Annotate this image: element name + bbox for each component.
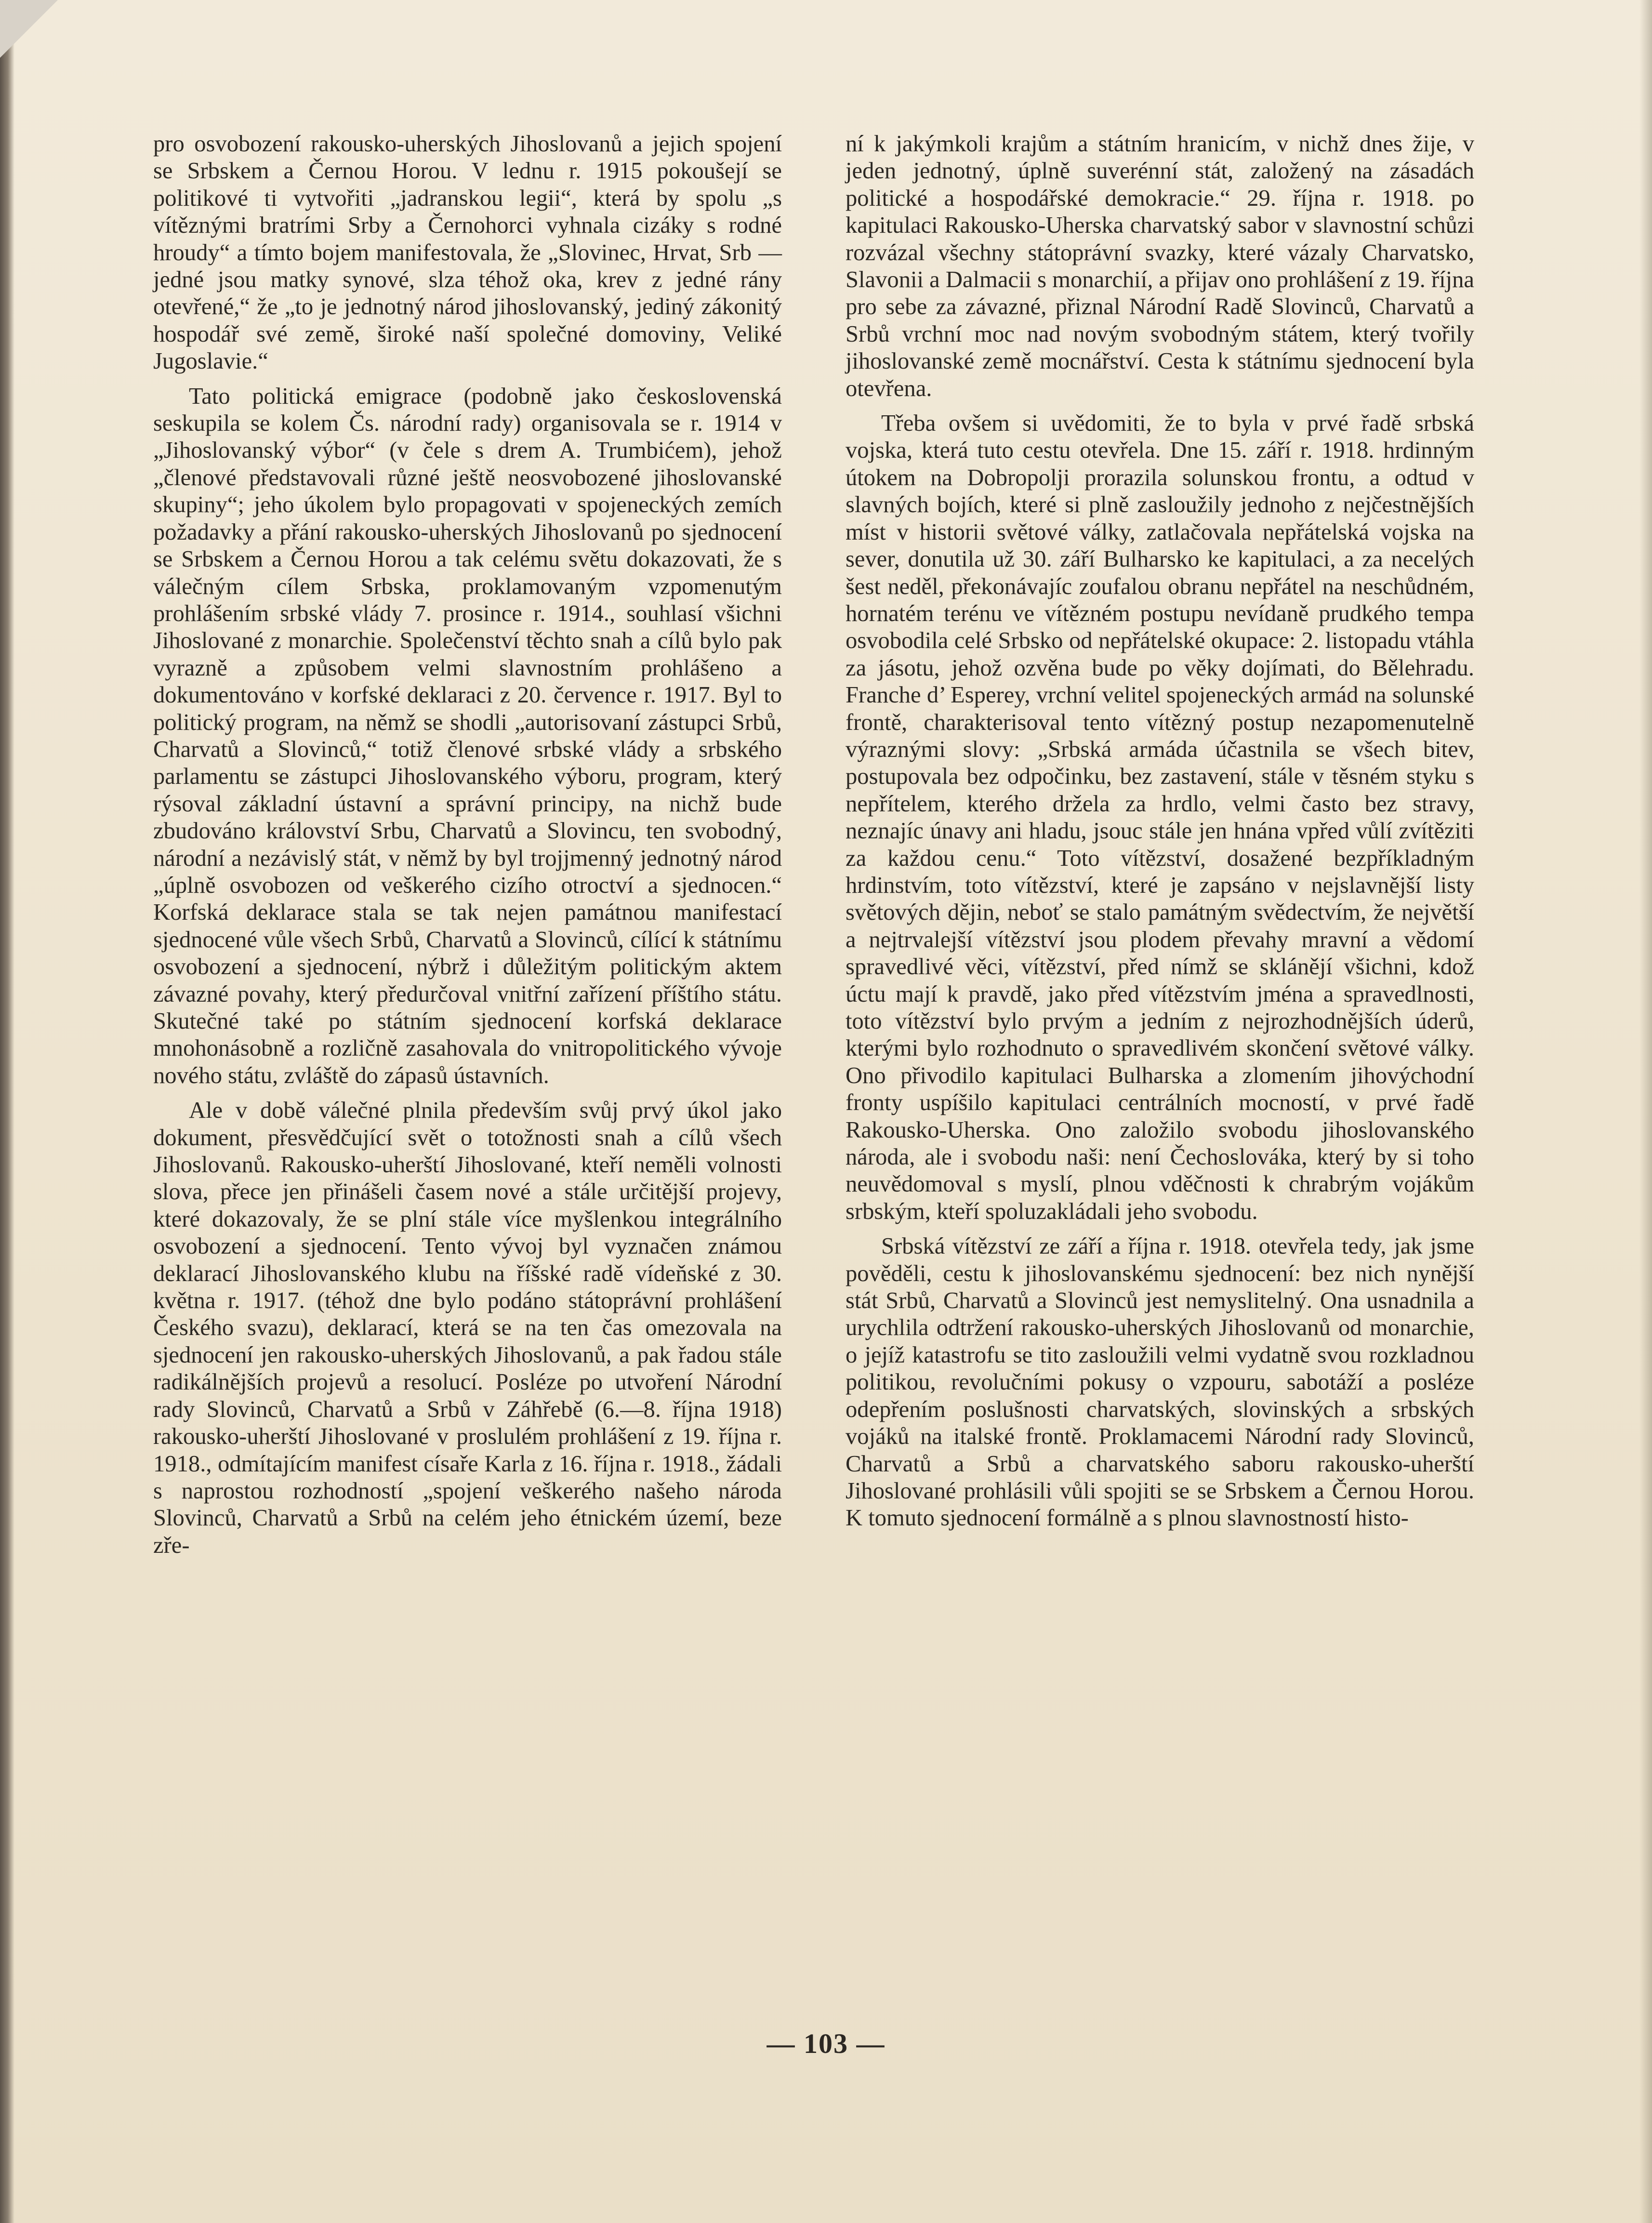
paragraph: Třeba ovšem si uvědomiti, že to byla v prvé řadě srbská vojska, která tuto cestu otevřela. Dne 15. září r. 1918. hrdinným útokem na Dobropolji prorazila solunskou frontu, a odtud v slavných bojích, které si plně zasloužily jednoho z nejčestnějších míst v historii světové války, zatlačovala nepřátelská vojska na sever, donutila už 30. září Bulharsko ke kapitulaci, a za necelých šest neděl, překonávajíc zoufalou obranu nepřátel na neschůdném, hornatém terénu ve vítězném postupu nevídaně prudkého tempa osvobodila celé Srbsko od nepřátelské okupace: 2. listopadu vtáhla za jásotu, jehož ozvěna bude po věky dojímati, do Bělehradu. Franche d’ Esperey, vrchní velitel spojeneckých armád na solunské frontě, charakterisoval tento vítězný postup nezapomenutelně výraznými slovy: „Srbská armáda účastnila se všech bitev, postupovala bez odpočinku, bez zastavení, stále v těsném styku s nepřítelem, kterého držela za hrdlo, velmi často bez stravy, neznajíc únavy ani hladu, jsouc stále jen hnána vpřed vůlí zvítěziti za každou cenu.“ Toto vítězství, dosažené bezpříkladným hrdinstvím, toto vítězství, které je zapsáno v nejslavnější listy světových dějin, neboť se stalo památným svědectvím, že největší a nejtrvalejší vítězství jsou plodem převahy mravní a vědomí spravedlivé věci, vítězství, před nímž se sklánějí všichni, kdož úctu mají k pravdě, jako před vítězstvím jména a spravedlnosti, toto vítězství bylo prvým a jedním z nejrozhodnějších úderů, kterými bylo rozhodnuto o spravedlivém skončení světové války. Ono přivodilo kapitulaci Bulharska a zlomením jihovýchodní fronty uspíšilo kapitulaci centrálních mocností, v prvé řadě Rakousko-Uherska. Ono založilo svobodu jihoslovanského národa, ale i svobodu naši: není Čechoslováka, který by si toho neuvědomoval s myslí, plnou vděčnosti k chrabrým vojákům srbským, kteří spoluzakládali jeho svobodu. bbox=[846, 410, 1474, 1224]
paragraph: pro osvobození rakousko-uherských Jihoslovanů a jejich spojení se Srbskem a Černou Horou. V lednu r. 1915 pokoušejí se politikové ti vytvořiti „jadranskou legii“, která by spolu „s vítěznými bratrími Srby a Černohorci vyhnala cizáky s rodné hroudy“ a tímto bojem manifestovala, že „Slovinec, Hrvat, Srb — jedné jsou matky synové, slza téhož oka, krev z jedné rány otevřené,“ že „to je jednotný národ jihoslovanský, jediný zákonitý hospodář své země, široké naší společné domoviny, Veliké Jugoslavie.“ bbox=[153, 131, 782, 374]
paragraph: ní k jakýmkoli krajům a státním hranicím, v nichž dnes žije, v jeden jednotný, úplně suverénní stát, založený na zásadách politické a hospodářské demokracie.“ 29. října r. 1918. po kapitulaci Rakousko-Uherska charvatský sabor v slavnostní schůzi rozvázal všechny státoprávní svazky, které vázaly Charvatsko, Slavonii a Dalmacii s monarchií, a přijav ono prohlášení z 19. října pro sebe za závazné, přiznal Národní Radě Slovinců, Charvatů a Srbů vrchní moc nad novým svobodným státem, který tvořily jihoslovanské země mocnářství. Cesta k státnímu sjednocení byla otevřena. bbox=[846, 131, 1474, 401]
paragraph: Ale v době válečné plnila především svůj prvý úkol jako dokument, přesvědčující svět o totožnosti snah a cílů všech Jihoslovanů. Rakousko-uherští Jihoslované, kteří neměli volnosti slova, přece jen přinášeli časem nové a stále určitější projevy, které dokazovaly, že se plní stále více myšlenkou integrálního osvobození a sjednocení. Tento vývoj byl vyznačen známou deklarací Jihoslovanského klubu na říšské radě vídeňské z 30. května r. 1917. (téhož dne bylo podáno státoprávní prohlášení Českého svazu), deklarací, která se na ten čas omezovala na sjednocení jen rakousko-uherských Jihoslovanů, a pak řadou stále radikálnějších projevů a resolucí. Posléze po utvoření Národní rady Slovinců, Charvatů a Srbů v Záhřebě (6.—8. října 1918) rakousko-uherští Jihoslované v proslulém prohlášení z 19. října r. 1918., odmítajícím manifest císaře Karla z 16. října r. 1918., žádali s naprostou rozhodností „spojení veškerého našeho národa Slovinců, Charvatů a Srbů na celém jeho étnickém území, beze zře- bbox=[153, 1097, 782, 1558]
page-number: — 103 — bbox=[767, 2028, 885, 2059]
paragraph: Tato politická emigrace (podobně jako československá seskupila se kolem Čs. národní rady) organisovala se r. 1914 v „Jihoslovanský výbor“ (v čele s drem A. Trumbićem), jehož „členové představovali různé ještě neosvobozené jihoslovanské skupiny“; jeho úkolem bylo propagovati v spojeneckých zemích požadavky a přání rakousko-uherských Jihoslovanů po sjednocení se Srbskem a Černou Horou a tak celému světu dokazovati, že s válečným cílem Srbska, proklamovaným vzpomenutým prohlášením srbské vlády 7. prosince r. 1914., souhlasí všichni Jihoslované z monarchie. Společenství těchto snah a cílů bylo pak vyrazně a způsobem velmi slavnostním prohlášeno a dokumentováno v korfské deklaraci z 20. července r. 1917. Byl to politický program, na němž se shodli „autorisovaní zástupci Srbů, Charvatů a Slovinců,“ totiž členové srbské vlády a srbského parlamentu se zástupci Jihoslovanského výboru, program, který rýsoval základní ústavní a správní principy, na nichž bude zbudováno království Srbu, Charvatů a Slovincu, ten svobodný, národní a nezávislý stát, v němž by byl trojjmenný jednotný národ „úplně osvobozen od veškerého cizího otroctví a sjednocen.“ Korfská deklarace stala se tak nejen památnou manifestací sjednocené vůle všech Srbů, Charvatů a Slovinců, cílící k státnímu osvobození a sjednocení, nýbrž i důležitým politickým aktem závazné povahy, který předurčoval vnitřní zařízení příštího státu. Skutečné také po státním sjednocení korfská deklarace mnohonásobně a rozličně zasahovala do vnitropolitického vývoje nového státu, zvláště do zápasů ústavních. bbox=[153, 383, 782, 1088]
binding-edge bbox=[0, 0, 14, 2223]
folded-corner bbox=[0, 0, 58, 58]
paragraph: Srbská vítězství ze září a října r. 1918. otevřela tedy, jak jsme pověděli, cestu k jihoslovanskému sjednocení: bez nich nynější stát Srbů, Charvatů a Slovinců jest nemyslitelný. Ona usnadnila a urychlila odtržení rakousko-uherských Jihoslovanů od monarchie, o jejíž katastrofu se tito zasloužili velmi vydatně svou rozkladnou politikou, revolučními pokusy o vzpouru, sabotáží a posléze odepřením poslušnosti charvatských, slovinských a srbských vojáků na italské frontě. Proklamacemi Národní rady Slovinců, Charvatů a Srbů a charvatského saboru rakousko-uherští Jihoslované prohlásili vůli spojiti se se Srbskem a Černou Horou. K tomuto sjednocení formálně a s plnou slavnostností histo- bbox=[846, 1233, 1474, 1531]
page-edge-shadow bbox=[1639, 0, 1652, 2223]
left-text-column bbox=[153, 130, 782, 1559]
right-text-column bbox=[846, 130, 1474, 1532]
